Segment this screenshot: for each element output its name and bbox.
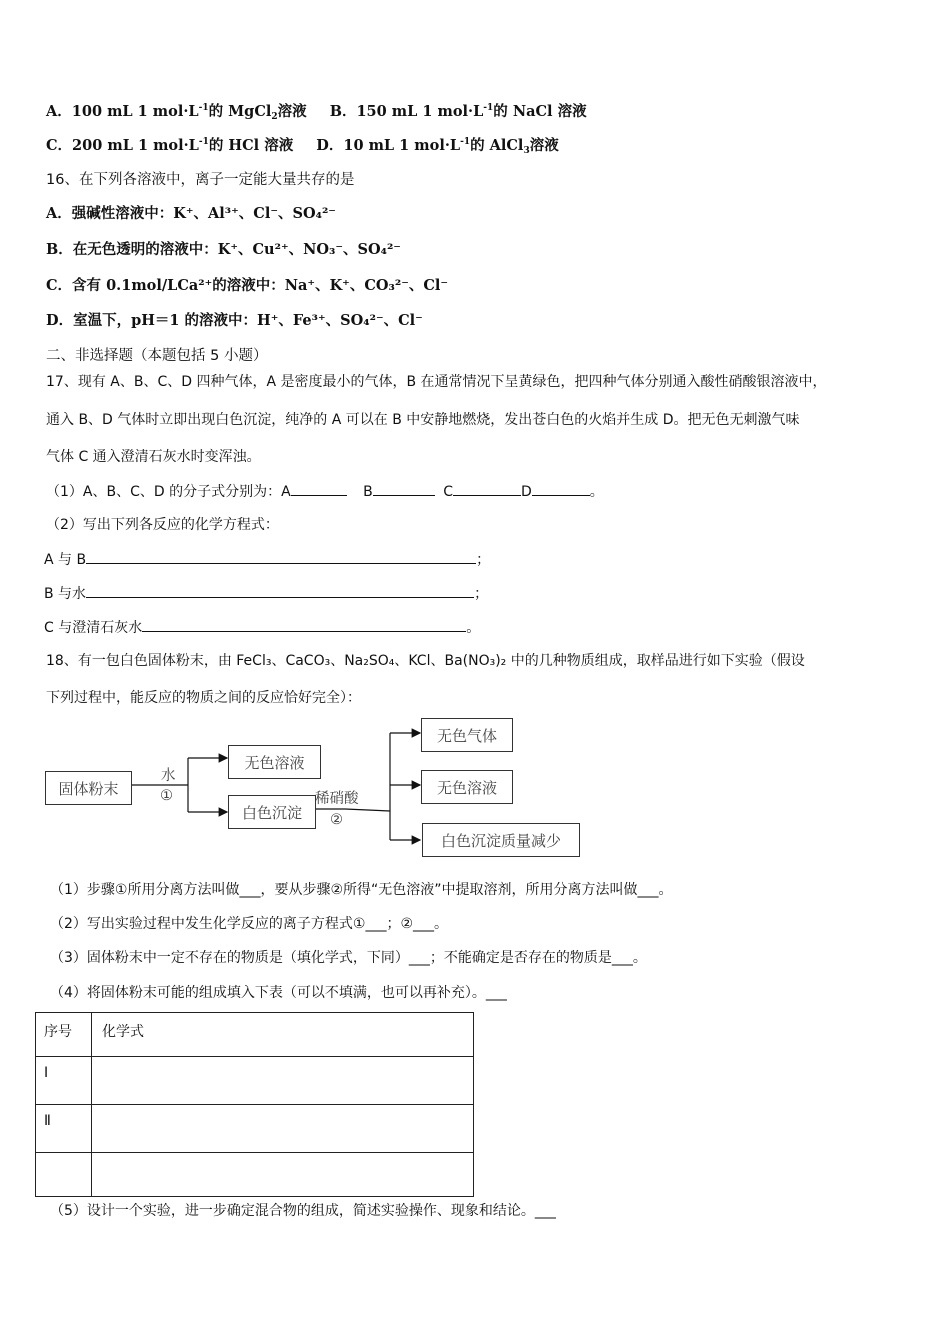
q18-sub2: （2）写出实验过程中发生化学反应的离子方程式①___；②___。: [50, 916, 449, 932]
q17-sub1: （1）A、B、C、D 的分子式分别为：A B C D 。: [46, 481, 604, 502]
q18-sub4: （4）将固体粉末可能的组成填入下表（可以不填满，也可以再补充）。___: [50, 985, 507, 1001]
box-white-precipitate: 白色沉淀: [228, 795, 316, 829]
experiment-flow-diagram: [40, 715, 600, 865]
answer-blank-b[interactable]: [373, 481, 435, 496]
q16-option-b: B．在无色透明的溶液中：K⁺、Cu²⁺、NO₃⁻、SO₄²⁻: [46, 241, 401, 258]
table-header-row: [36, 1013, 474, 1057]
q18-sub3: （3）固体粉末中一定不存在的物质是（填化学式，下同）___；不能确定是否存在的物质是___。: [50, 950, 647, 966]
step2-number: ②: [330, 812, 343, 828]
q16-option-c: C．含有 0.1mol/LCa²⁺的溶液中：Na⁺、K⁺、CO₃²⁻、Cl⁻: [46, 277, 449, 294]
q15-options-ab: [46, 102, 587, 122]
answer-blank-c[interactable]: [453, 481, 521, 496]
q15-option-a: A．100 mL 1 $mol\cdot L^{-1}$的 MgCl$_2$溶液: [46, 103, 307, 122]
section-title: 二、非选择题（本题包括 5 小题）: [46, 348, 268, 364]
q18-line-1: 18、有一包白色固体粉末，由 FeCl₃、CaCO₃、Na₂SO₄、KCl、Ba(NO₃)₂ 中的几种物质组成，取样品进行如下实验（假设: [46, 653, 805, 669]
row-formula-cell[interactable]: [92, 1153, 474, 1197]
table-row: [36, 1105, 474, 1153]
step1-number: ①: [160, 788, 173, 804]
row-formula-cell[interactable]: [92, 1105, 474, 1153]
row-index: [36, 1153, 92, 1197]
box-solid-powder: 固体粉末: [45, 771, 132, 805]
step2-reagent-label: 稀硝酸: [315, 791, 359, 807]
answer-blank-eq3[interactable]: [142, 617, 466, 632]
q17-sub2: （2）写出下列各反应的化学方程式：: [46, 517, 279, 533]
box-colorless-gas: 无色气体: [421, 718, 513, 752]
answer-blank-eq1[interactable]: [86, 549, 476, 564]
box-colorless-solution-1: 无色溶液: [228, 745, 321, 779]
table-row: [36, 1153, 474, 1197]
table-row: [36, 1057, 474, 1105]
step1-reagent-label: 水: [161, 768, 176, 784]
q18-line-2: 下列过程中，能反应的物质之间的反应恰好完全）：: [46, 690, 361, 706]
answer-blank-eq2[interactable]: [86, 583, 474, 598]
q18-sub1: （1）步骤①所用分离方法叫做___，要从步骤②所得“无色溶液”中提取溶剂，所用分离方法叫做___。: [50, 882, 673, 898]
q15-option-b: B．150 mL 1 $mol\cdot L^{-1}$的 NaCl 溶液: [329, 103, 587, 120]
q16-option-a: A．强碱性溶液中：K⁺、Al³⁺、Cl⁻、SO₄²⁻: [46, 205, 336, 222]
row-formula-cell[interactable]: [92, 1057, 474, 1105]
q15-option-d: D．10 mL 1 $mol\cdot L^{-1}$的 AlCl$_3$溶液: [316, 137, 559, 156]
answer-blank-a[interactable]: [291, 481, 347, 496]
box-colorless-solution-2: 无色溶液: [421, 770, 513, 804]
composition-table: [35, 1012, 474, 1197]
answer-blank-d[interactable]: [532, 481, 590, 496]
q15-option-c: C．200 mL 1 $mol\cdot L^{-1}$的 HCl 溶液: [46, 137, 294, 154]
q16-option-d: D．室温下，pH＝1 的溶液中：H⁺、Fe³⁺、SO₄²⁻、Cl⁻: [46, 312, 423, 329]
row-index: Ⅰ: [36, 1057, 92, 1105]
q17-line-1: 17、现有 A、B、C、D 四种气体，A 是密度最小的气体，B 在通常情况下呈黄绿色，把四种气体分别通入酸性硝酸银溶液中，: [46, 374, 827, 390]
q17-eq1: A 与 B ；: [44, 549, 490, 570]
q17-eq2: B 与水 ；: [44, 583, 488, 604]
header-index: 序号: [36, 1013, 92, 1057]
q15-options-cd: [46, 136, 559, 156]
row-index: Ⅱ: [36, 1105, 92, 1153]
header-formula: 化学式: [92, 1013, 474, 1057]
q16-title: 16、在下列各溶液中，离子一定能大量共存的是: [46, 172, 355, 188]
q17-line-3: 气体 C 通入澄清石灰水时变浑浊。: [46, 449, 261, 465]
q18-sub5: （5）设计一个实验，进一步确定混合物的组成，简述实验操作、现象和结论。___: [50, 1203, 556, 1219]
box-precipitate-mass-decrease: 白色沉淀质量减少: [422, 823, 580, 857]
q17-eq3: C 与澄清石灰水 。: [44, 617, 480, 638]
q17-line-2: 通入 B、D 气体时立即出现白色沉淀，纯净的 A 可以在 B 中安静地燃烧，发出苍白色的火焰并生成 D。把无色无刺激气味: [46, 412, 800, 428]
